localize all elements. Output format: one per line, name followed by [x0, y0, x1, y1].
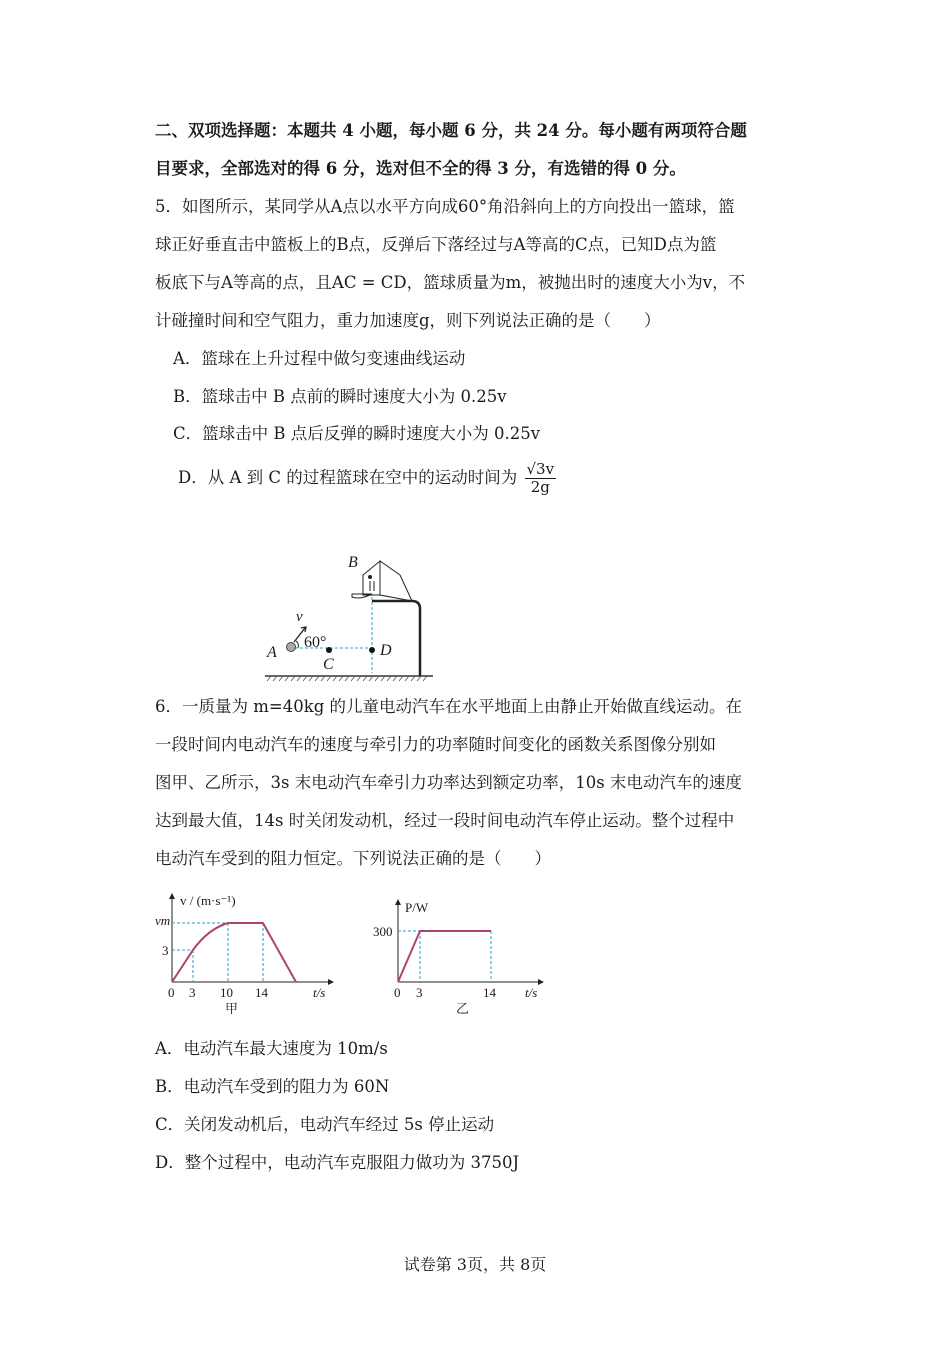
- q6-stem: 达到最大值，14s 时关闭发动机，经过一段时间电动汽车停止运动。整个过程中: [155, 811, 735, 830]
- q5-stem: 球正好垂直击中篮板上的B点，反弹后下落经过与A等高的C点，已知D点为篮: [155, 235, 717, 254]
- fraction-denominator: 2g: [530, 478, 550, 496]
- q5-stem: 计碰撞时间和空气阻力，重力加速度g，则下列说法正确的是（ ）: [155, 311, 661, 330]
- section-header-line2: 目要求，全部选对的得 6 分，选对但不全的得 3 分，有选错的得 0 分。: [155, 159, 686, 178]
- fraction-numerator: √3v: [526, 460, 555, 478]
- q5-option-b: B．篮球击中 B 点前的瞬时速度大小为 0.25v: [173, 387, 507, 406]
- label-d: D: [380, 642, 392, 659]
- q5-option-d: [178, 458, 556, 498]
- x-tick-0: 0: [168, 985, 175, 1000]
- x-tick-14: 14: [255, 985, 268, 1000]
- label-a: A: [267, 644, 277, 661]
- x-tick-14: 14: [483, 985, 496, 1000]
- q6-stem: 图甲、乙所示，3s 末电动汽车牵引力功率达到额定功率，10s 末电动汽车的速度: [155, 773, 742, 792]
- y-tick-3: 3: [162, 943, 169, 958]
- label-c: C: [323, 656, 334, 673]
- fraction: [525, 461, 557, 496]
- q6-stem: 电动汽车受到的阻力恒定。下列说法正确的是（ ）: [155, 849, 551, 868]
- label-angle: 60°: [304, 634, 327, 651]
- y-axis-label: v / (m·s⁻¹): [180, 893, 236, 908]
- y-axis-label: P/W: [405, 900, 429, 915]
- q6-stem: 一段时间内电动汽车的速度与牵引力的功率随时间变化的函数关系图像分别如: [155, 735, 716, 754]
- guides: [398, 931, 491, 982]
- q6-option-d: D．整个过程中，电动汽车克服阻力做功为 3750J: [155, 1153, 520, 1172]
- series-velocity: [172, 923, 296, 982]
- q6-stem: 6．一质量为 m=40kg 的儿童电动汽车在水平地面上由静止开始做直线运动。在: [155, 697, 743, 716]
- x-axis-label: t/s: [313, 985, 326, 1000]
- page-footer: 试卷第 3页，共 8页: [403, 1255, 547, 1274]
- q5-option-c: C．篮球击中 B 点后反弹的瞬时速度大小为 0.25v: [173, 424, 541, 443]
- series-power: [398, 931, 491, 982]
- q6-option-c: C．关闭发动机后，电动汽车经过 5s 停止运动: [155, 1115, 495, 1134]
- q6-option-a: A．电动汽车最大速度为 10m/s: [155, 1039, 388, 1058]
- guides: [172, 923, 263, 982]
- basketball-icon: [287, 643, 296, 652]
- x-tick-10: 10: [220, 985, 233, 1000]
- y-tick-300: 300: [373, 924, 393, 939]
- label-v: v: [296, 609, 303, 625]
- point-c: [326, 647, 332, 653]
- point-d: [369, 647, 375, 653]
- x-tick-3: 3: [416, 985, 423, 1000]
- q5-stem: 板底下与A等高的点，且AC = CD，篮球质量为m，被抛出时的速度大小为v，不: [155, 273, 746, 292]
- q6-option-b: B．电动汽车受到的阻力为 60N: [155, 1077, 390, 1096]
- q5-stem: 5．如图所示，某同学从A点以水平方向成60°角沿斜向上的方向投出一篮球，篮: [155, 197, 735, 216]
- q5-option-a: A．篮球在上升过程中做匀变速曲线运动: [173, 349, 466, 368]
- chart-yi: [370, 885, 570, 1020]
- x-tick-0: 0: [394, 985, 401, 1000]
- chart-jia: [150, 885, 350, 1020]
- chart-title: 乙: [456, 1001, 470, 1016]
- x-axis-label: t/s: [525, 985, 538, 1000]
- q5-option-d-text: D．从 A 到 C 的过程篮球在空中的运动时间为: [178, 468, 518, 487]
- ground: [265, 676, 433, 681]
- y-tick-vm: vm: [155, 913, 171, 928]
- section-header-line1: 二、双项选择题：本题共 4 小题，每小题 6 分，共 24 分。每小题有两项符合题: [155, 121, 747, 140]
- basketball-figure: [260, 545, 440, 685]
- x-tick-3: 3: [189, 985, 196, 1000]
- label-b: B: [348, 554, 358, 571]
- chart-title: 甲: [225, 1001, 239, 1016]
